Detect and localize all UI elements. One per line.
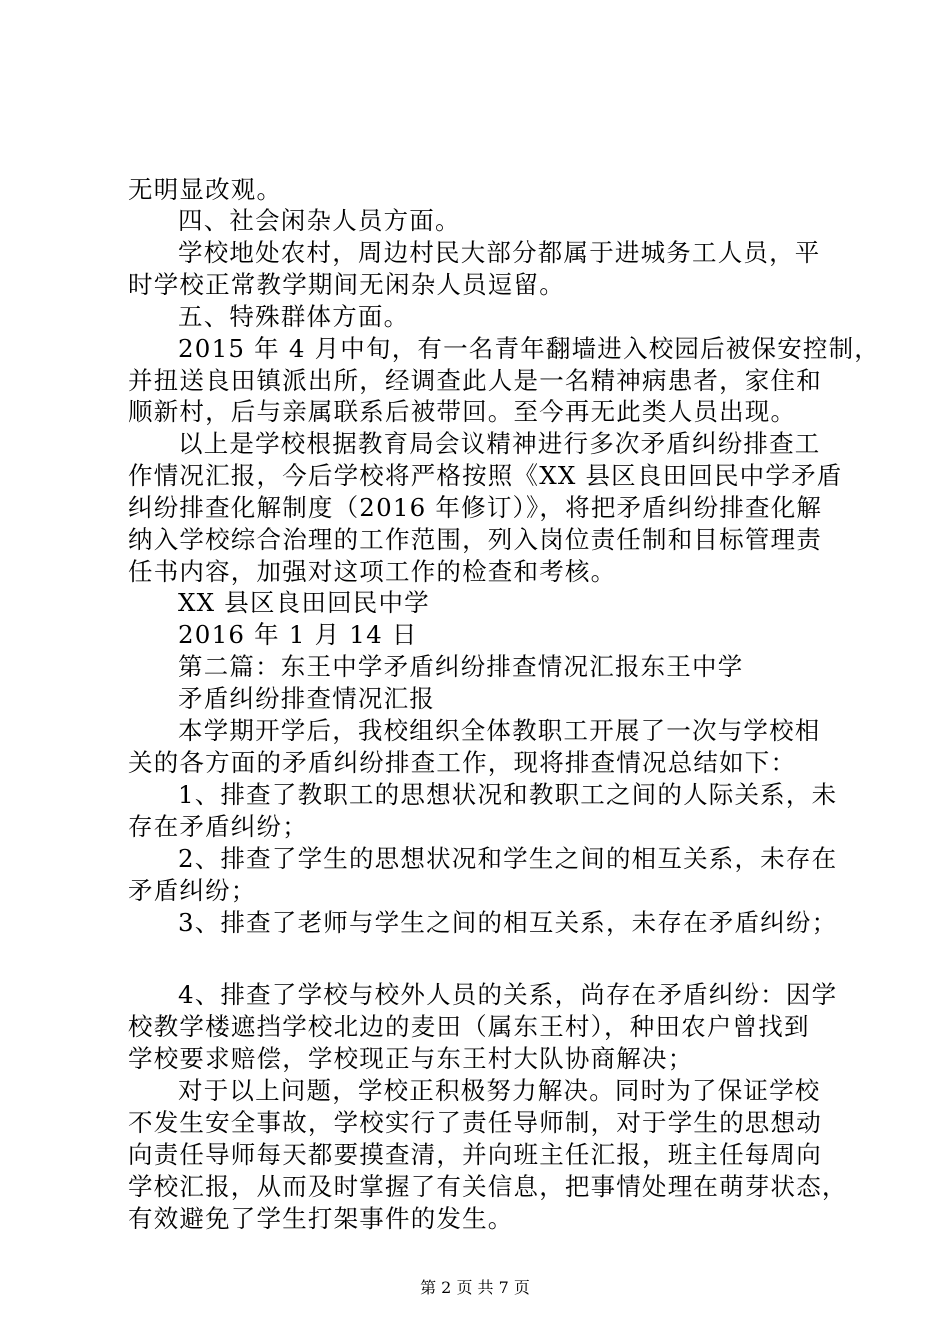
list-item: 4、排查了学校与校外人员的关系，尚存在矛盾纠纷：因学 — [178, 980, 838, 1009]
text-line: 矛盾纠纷； — [128, 876, 257, 905]
text-line: 以上是学校根据教育局会议精神进行多次矛盾纠纷排查工 — [178, 429, 821, 458]
text-line: 2015 年 4 月中旬，有一名青年翻墙进入校园后被保安控制， — [178, 334, 880, 363]
text-line: 校教学楼遮挡学校北边的麦田（属东王村），种田农户曾找到 — [128, 1012, 810, 1041]
text-line: 纠纷排查化解制度（2016 年修订）》，将把矛盾纠纷排查化解 — [128, 493, 823, 522]
signature-date: 2016 年 1 月 14 日 — [178, 620, 418, 649]
text-line: 学校汇报，从而及时掌握了有关信息，把事情处理在萌芽状态， — [128, 1172, 848, 1201]
text-line: 作情况汇报，今后学校将严格按照《XX 县区良田回民中学矛盾 — [128, 461, 843, 490]
text-line: 存在矛盾纠纷； — [128, 812, 308, 841]
section-heading: 五、特殊群体方面。 — [178, 302, 410, 331]
text-line: 向责任导师每天都要摸查清，并向班主任汇报，班主任每周向 — [128, 1140, 822, 1169]
list-item: 3、排查了老师与学生之间的相互关系，未存在矛盾纠纷； — [178, 908, 838, 937]
text-line: 不发生安全事故，学校实行了责任导师制，对于学生的思想动 — [128, 1108, 822, 1137]
text-line: 对于以上问题，学校正积极努力解决。同时为了保证学校 — [178, 1076, 821, 1105]
text-line: 无明显改观。 — [128, 175, 283, 204]
text-line: 学校地处农村，周边村民大部分都属于进城务工人员，平 — [178, 238, 821, 267]
text-line: 任书内容，加强对这项工作的检查和考核。 — [128, 557, 617, 586]
text-line: 时学校正常教学期间无闲杂人员逗留。 — [128, 270, 565, 299]
list-item: 2、排查了学生的思想状况和学生之间的相互关系，未存在 — [178, 844, 838, 873]
signature-organization: XX 县区良田回民中学 — [178, 588, 430, 617]
text-line: 并扭送良田镇派出所，经调查此人是一名精神病患者，家住和 — [128, 366, 822, 395]
page-number-footer: 第 2 页 共 7 页 — [420, 1278, 530, 1297]
text-line: 关的各方面的矛盾纠纷排查工作，现将排查情况总结如下： — [128, 748, 797, 777]
text-line: 纳入学校综合治理的工作范围，列入岗位责任制和目标管理责 — [128, 525, 822, 554]
text-line: 本学期开学后，我校组织全体教职工开展了一次与学校相 — [178, 716, 821, 745]
text-line: 有效避免了学生打架事件的发生。 — [128, 1204, 514, 1233]
text-line: 学校要求赔偿，学校现正与东王村大队协商解决； — [128, 1044, 694, 1073]
chapter-subheading: 矛盾纠纷排查情况汇报 — [178, 684, 435, 713]
list-item: 1、排查了教职工的思想状况和教职工之间的人际关系，未 — [178, 780, 838, 809]
chapter-heading: 第二篇：东王中学矛盾纠纷排查情况汇报东王中学 — [178, 652, 744, 681]
section-heading: 四、社会闲杂人员方面。 — [178, 206, 461, 235]
text-line: 顺新村，后与亲属联系后被带回。至今再无此类人员出现。 — [128, 397, 797, 426]
